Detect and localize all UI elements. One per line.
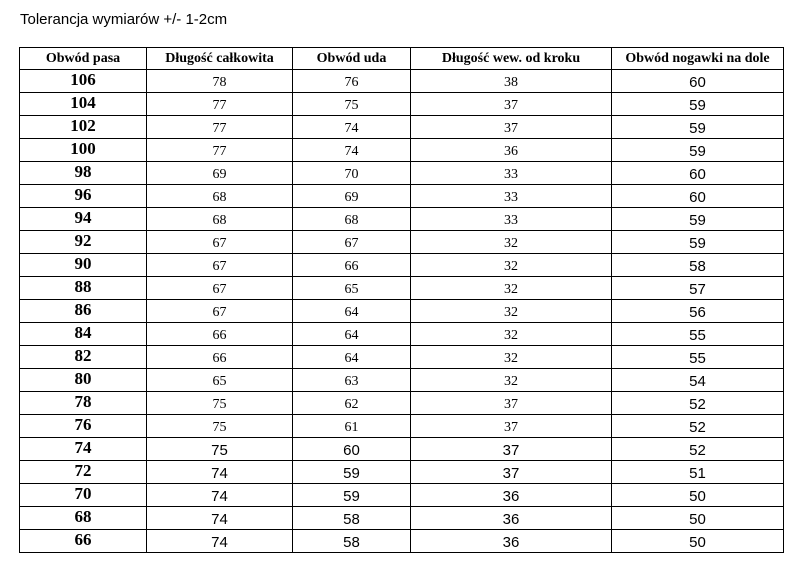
waist-cell: 84 bbox=[20, 323, 147, 346]
waist-cell: 82 bbox=[20, 346, 147, 369]
thigh-cell: 58 bbox=[293, 507, 411, 530]
waist-cell: 76 bbox=[20, 415, 147, 438]
leg-opening-cell: 59 bbox=[612, 139, 784, 162]
inseam-cell: 36 bbox=[411, 507, 612, 530]
total-length-cell: 74 bbox=[147, 484, 293, 507]
thigh-cell: 62 bbox=[293, 392, 411, 415]
total-length-cell: 74 bbox=[147, 461, 293, 484]
thigh-cell: 63 bbox=[293, 369, 411, 392]
thigh-cell: 60 bbox=[293, 438, 411, 461]
total-length-cell: 68 bbox=[147, 208, 293, 231]
leg-opening-cell: 57 bbox=[612, 277, 784, 300]
waist-cell: 96 bbox=[20, 185, 147, 208]
thigh-cell: 67 bbox=[293, 231, 411, 254]
thigh-cell: 74 bbox=[293, 116, 411, 139]
total-length-cell: 77 bbox=[147, 93, 293, 116]
waist-cell: 70 bbox=[20, 484, 147, 507]
inseam-cell: 33 bbox=[411, 208, 612, 231]
waist-cell: 92 bbox=[20, 231, 147, 254]
total-length-cell: 65 bbox=[147, 369, 293, 392]
table-row bbox=[20, 70, 784, 93]
table-row bbox=[20, 415, 784, 438]
total-length-cell: 75 bbox=[147, 415, 293, 438]
thigh-cell: 76 bbox=[293, 70, 411, 93]
leg-opening-cell: 50 bbox=[612, 530, 784, 553]
total-length-cell: 67 bbox=[147, 277, 293, 300]
thigh-cell: 59 bbox=[293, 461, 411, 484]
waist-cell: 66 bbox=[20, 530, 147, 553]
leg-opening-cell: 59 bbox=[612, 208, 784, 231]
table-row bbox=[20, 323, 784, 346]
waist-cell: 68 bbox=[20, 507, 147, 530]
total-length-cell: 78 bbox=[147, 70, 293, 93]
total-length-cell: 77 bbox=[147, 116, 293, 139]
leg-opening-cell: 59 bbox=[612, 116, 784, 139]
table-row bbox=[20, 231, 784, 254]
inseam-cell: 32 bbox=[411, 277, 612, 300]
inseam-cell: 36 bbox=[411, 530, 612, 553]
waist-cell: 106 bbox=[20, 70, 147, 93]
table-row bbox=[20, 369, 784, 392]
table-row bbox=[20, 346, 784, 369]
waist-cell: 104 bbox=[20, 93, 147, 116]
leg-opening-cell: 60 bbox=[612, 185, 784, 208]
waist-cell: 88 bbox=[20, 277, 147, 300]
leg-opening-cell: 55 bbox=[612, 323, 784, 346]
header-row bbox=[20, 48, 784, 70]
table-row bbox=[20, 139, 784, 162]
thigh-cell: 75 bbox=[293, 93, 411, 116]
thigh-cell: 70 bbox=[293, 162, 411, 185]
total-length-cell: 75 bbox=[147, 392, 293, 415]
total-length-cell: 66 bbox=[147, 323, 293, 346]
table-row bbox=[20, 507, 784, 530]
inseam-cell: 36 bbox=[411, 484, 612, 507]
leg-opening-cell: 50 bbox=[612, 507, 784, 530]
total-length-cell: 77 bbox=[147, 139, 293, 162]
inseam-cell: 32 bbox=[411, 323, 612, 346]
inseam-cell: 37 bbox=[411, 392, 612, 415]
inseam-cell: 38 bbox=[411, 70, 612, 93]
waist-cell: 94 bbox=[20, 208, 147, 231]
table-row bbox=[20, 392, 784, 415]
size-table bbox=[19, 47, 784, 553]
header-inseam: Długość wew. od kroku bbox=[411, 48, 612, 70]
table-row bbox=[20, 277, 784, 300]
inseam-cell: 36 bbox=[411, 139, 612, 162]
total-length-cell: 67 bbox=[147, 300, 293, 323]
inseam-cell: 33 bbox=[411, 162, 612, 185]
leg-opening-cell: 60 bbox=[612, 70, 784, 93]
table-row bbox=[20, 530, 784, 553]
thigh-cell: 61 bbox=[293, 415, 411, 438]
thigh-cell: 68 bbox=[293, 208, 411, 231]
inseam-cell: 32 bbox=[411, 346, 612, 369]
table-row bbox=[20, 116, 784, 139]
inseam-cell: 37 bbox=[411, 116, 612, 139]
tolerance-note: Tolerancja wymiarów +/- 1-2cm bbox=[20, 11, 228, 28]
total-length-cell: 67 bbox=[147, 254, 293, 277]
table-row bbox=[20, 461, 784, 484]
leg-opening-cell: 52 bbox=[612, 392, 784, 415]
table-row bbox=[20, 438, 784, 461]
total-length-cell: 66 bbox=[147, 346, 293, 369]
leg-opening-cell: 59 bbox=[612, 231, 784, 254]
leg-opening-cell: 60 bbox=[612, 162, 784, 185]
table-row bbox=[20, 300, 784, 323]
inseam-cell: 32 bbox=[411, 231, 612, 254]
waist-cell: 102 bbox=[20, 116, 147, 139]
table-row bbox=[20, 484, 784, 507]
inseam-cell: 37 bbox=[411, 93, 612, 116]
inseam-cell: 37 bbox=[411, 461, 612, 484]
size-table-header bbox=[20, 48, 784, 70]
total-length-cell: 74 bbox=[147, 530, 293, 553]
size-table-body bbox=[20, 70, 784, 553]
leg-opening-cell: 58 bbox=[612, 254, 784, 277]
header-waist: Obwód pasa bbox=[20, 48, 147, 70]
total-length-cell: 75 bbox=[147, 438, 293, 461]
waist-cell: 72 bbox=[20, 461, 147, 484]
total-length-cell: 68 bbox=[147, 185, 293, 208]
thigh-cell: 58 bbox=[293, 530, 411, 553]
waist-cell: 80 bbox=[20, 369, 147, 392]
table-row bbox=[20, 208, 784, 231]
leg-opening-cell: 54 bbox=[612, 369, 784, 392]
inseam-cell: 32 bbox=[411, 369, 612, 392]
waist-cell: 100 bbox=[20, 139, 147, 162]
waist-cell: 78 bbox=[20, 392, 147, 415]
header-total-length: Długość całkowita bbox=[147, 48, 293, 70]
header-thigh: Obwód uda bbox=[293, 48, 411, 70]
thigh-cell: 74 bbox=[293, 139, 411, 162]
total-length-cell: 74 bbox=[147, 507, 293, 530]
leg-opening-cell: 59 bbox=[612, 93, 784, 116]
total-length-cell: 69 bbox=[147, 162, 293, 185]
table-row bbox=[20, 162, 784, 185]
thigh-cell: 59 bbox=[293, 484, 411, 507]
thigh-cell: 64 bbox=[293, 323, 411, 346]
leg-opening-cell: 52 bbox=[612, 438, 784, 461]
header-leg-opening: Obwód nogawki na dole bbox=[612, 48, 784, 70]
table-row bbox=[20, 93, 784, 116]
table-row bbox=[20, 185, 784, 208]
leg-opening-cell: 50 bbox=[612, 484, 784, 507]
leg-opening-cell: 55 bbox=[612, 346, 784, 369]
leg-opening-cell: 56 bbox=[612, 300, 784, 323]
inseam-cell: 37 bbox=[411, 438, 612, 461]
waist-cell: 90 bbox=[20, 254, 147, 277]
thigh-cell: 64 bbox=[293, 300, 411, 323]
inseam-cell: 32 bbox=[411, 254, 612, 277]
table-row bbox=[20, 254, 784, 277]
leg-opening-cell: 52 bbox=[612, 415, 784, 438]
total-length-cell: 67 bbox=[147, 231, 293, 254]
waist-cell: 98 bbox=[20, 162, 147, 185]
waist-cell: 74 bbox=[20, 438, 147, 461]
leg-opening-cell: 51 bbox=[612, 461, 784, 484]
inseam-cell: 37 bbox=[411, 415, 612, 438]
inseam-cell: 33 bbox=[411, 185, 612, 208]
thigh-cell: 66 bbox=[293, 254, 411, 277]
inseam-cell: 32 bbox=[411, 300, 612, 323]
thigh-cell: 69 bbox=[293, 185, 411, 208]
waist-cell: 86 bbox=[20, 300, 147, 323]
thigh-cell: 64 bbox=[293, 346, 411, 369]
thigh-cell: 65 bbox=[293, 277, 411, 300]
